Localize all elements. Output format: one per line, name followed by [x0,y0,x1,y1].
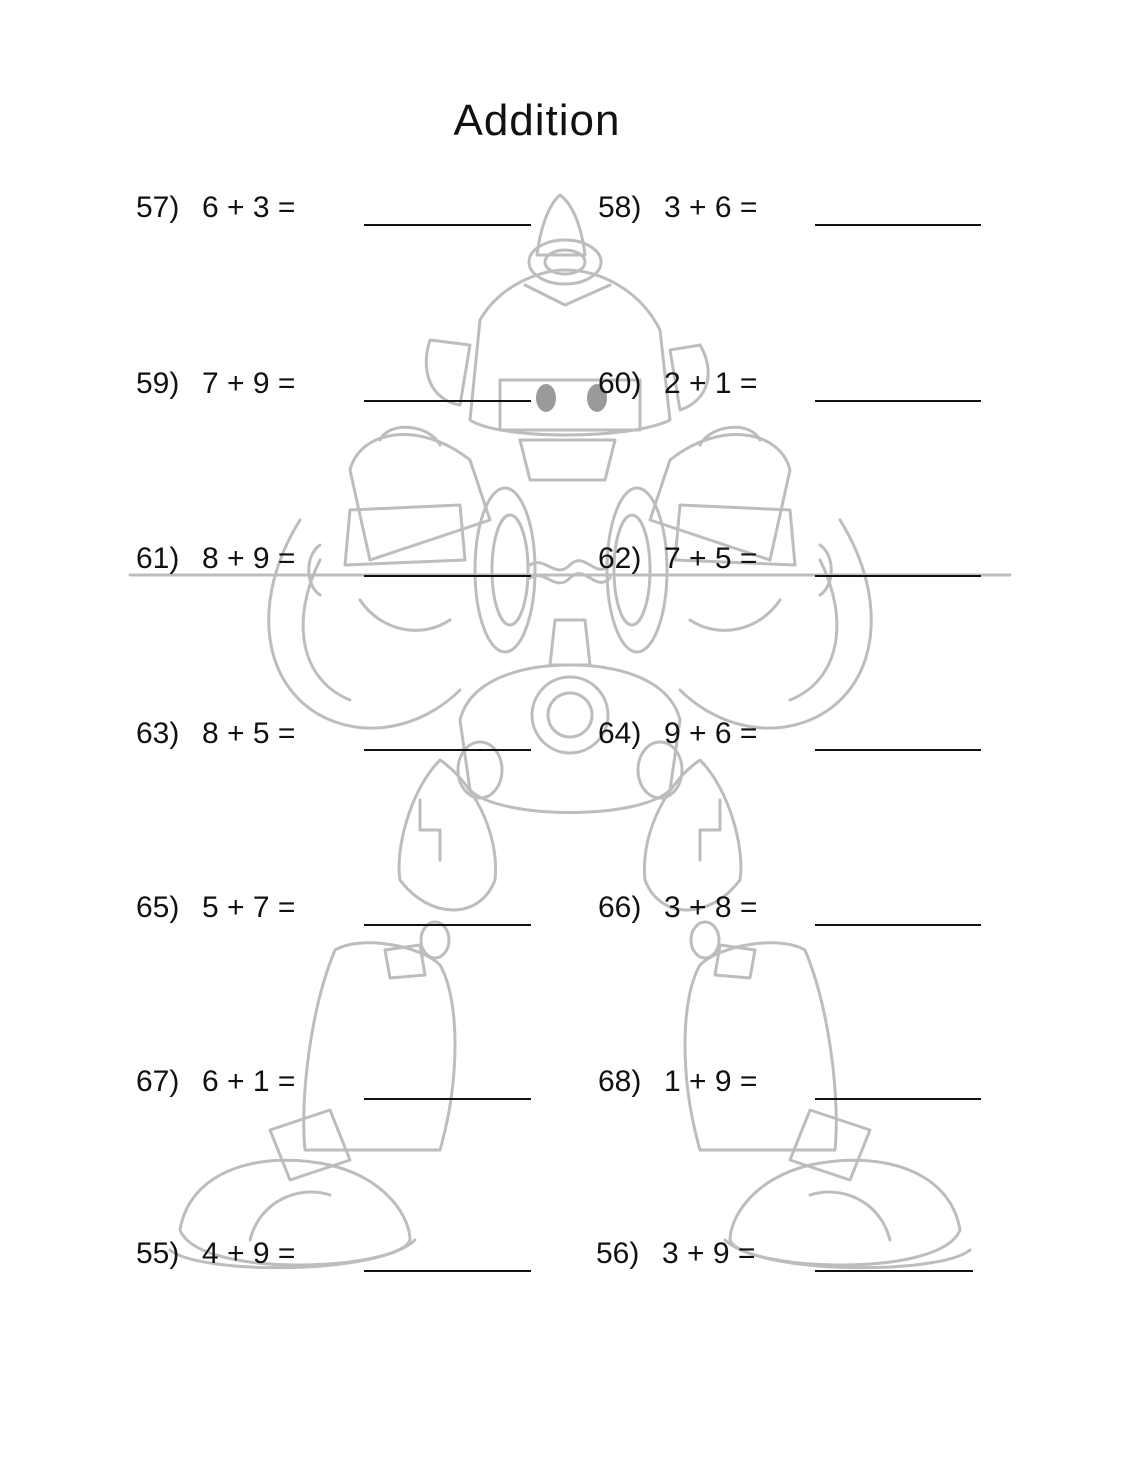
problem-expression: 3 + 6 = [664,191,758,224]
problem-68 [598,1064,757,1100]
answer-line-62[interactable] [815,575,981,577]
problem-66 [598,890,757,926]
problem-63 [136,716,295,752]
problem-number: 65) [136,891,180,924]
problem-number: 61) [136,542,180,575]
problem-number: 63) [136,717,180,750]
problem-expression: 6 + 1 = [202,1065,296,1098]
problem-67 [136,1064,295,1100]
answer-line-60[interactable] [815,400,981,402]
problem-number: 67) [136,1065,180,1098]
problem-number: 68) [598,1065,642,1098]
answer-line-56[interactable] [815,1270,973,1272]
problem-64 [598,716,757,752]
problem-56 [596,1236,755,1272]
answer-line-64[interactable] [815,749,981,751]
problem-expression: 5 + 7 = [202,891,296,924]
problem-62 [598,541,757,577]
problem-expression: 9 + 6 = [664,717,758,750]
problem-expression: 3 + 8 = [664,891,758,924]
answer-line-61[interactable] [364,575,531,577]
problem-number: 60) [598,367,642,400]
problem-number: 57) [136,191,180,224]
answer-line-66[interactable] [815,924,981,926]
answer-line-68[interactable] [815,1098,981,1100]
problem-expression: 8 + 9 = [202,542,296,575]
problem-number: 56) [596,1237,640,1270]
problem-60 [598,366,757,402]
problem-expression: 1 + 9 = [664,1065,758,1098]
problem-number: 59) [136,367,180,400]
problem-number: 58) [598,191,642,224]
problem-58 [598,190,757,226]
problem-55 [136,1236,295,1272]
problem-number: 55) [136,1237,180,1270]
problem-expression: 3 + 9 = [662,1237,756,1270]
problem-65 [136,890,295,926]
answer-line-63[interactable] [364,749,531,751]
answer-line-55[interactable] [364,1270,531,1272]
answer-line-58[interactable] [815,224,981,226]
problem-expression: 4 + 9 = [202,1237,296,1270]
problem-expression: 7 + 5 = [664,542,758,575]
answer-line-57[interactable] [364,224,531,226]
problem-expression: 6 + 3 = [202,191,296,224]
problem-expression: 8 + 5 = [202,717,296,750]
problem-61 [136,541,295,577]
answer-line-65[interactable] [364,924,531,926]
problem-expression: 2 + 1 = [664,367,758,400]
problem-number: 66) [598,891,642,924]
problem-number: 62) [598,542,642,575]
answer-line-67[interactable] [364,1098,531,1100]
problem-number: 64) [598,717,642,750]
problem-59 [136,366,295,402]
worksheet-title: Addition [453,96,621,145]
answer-line-59[interactable] [364,400,531,402]
problem-expression: 7 + 9 = [202,367,296,400]
problem-57 [136,190,295,226]
